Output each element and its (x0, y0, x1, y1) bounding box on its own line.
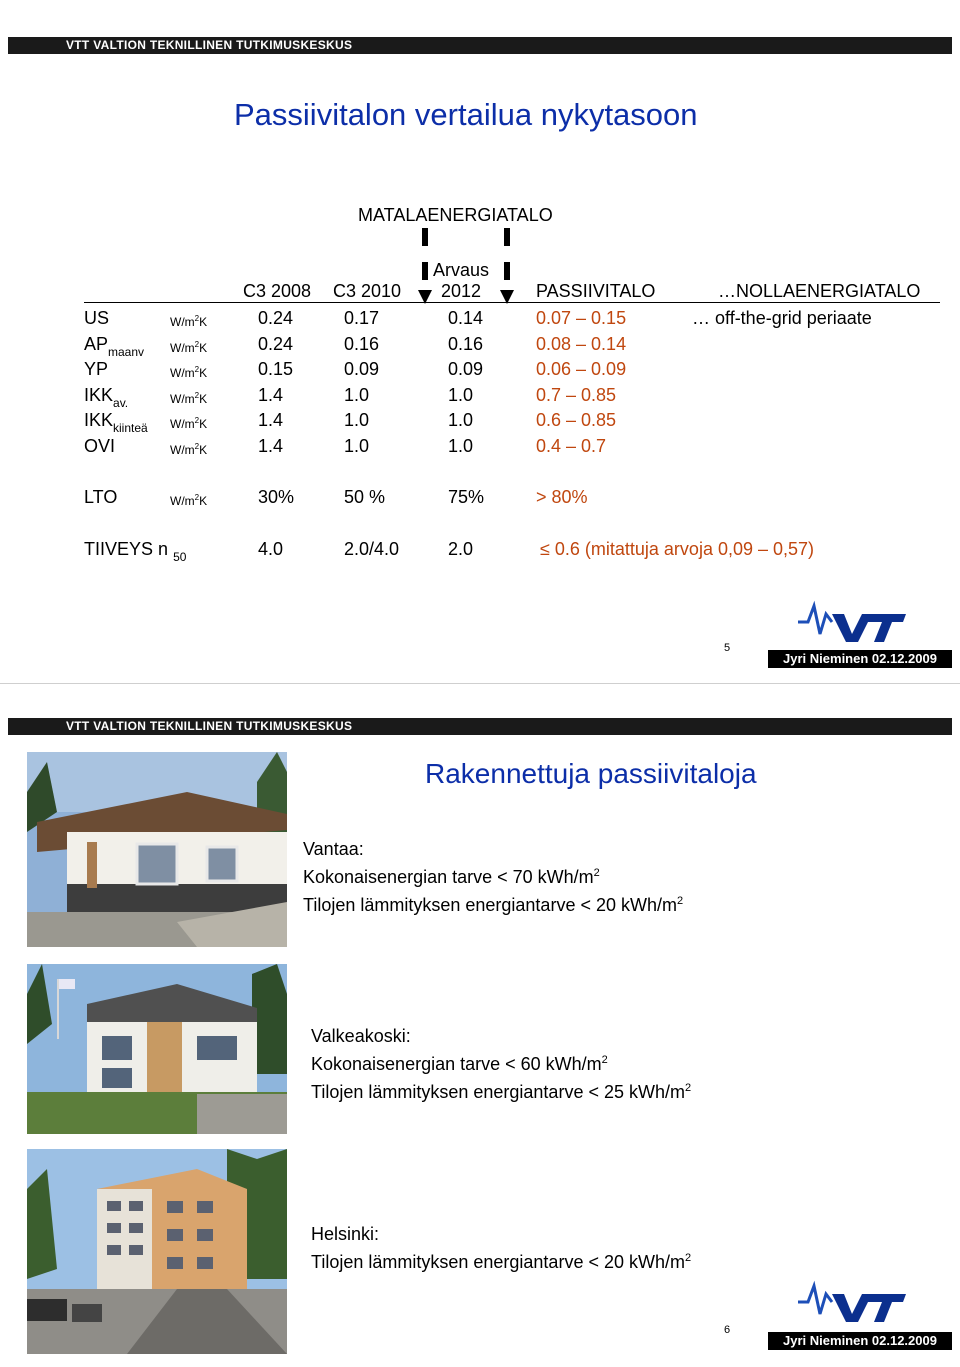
row-c3-2010: 1.0 (344, 410, 370, 430)
lto-unit: $W/m^2K$ (170, 493, 208, 508)
footer-author-date: Jyri Nieminen 02.12.2009 (768, 1332, 952, 1350)
slide-6 (0, 690, 960, 1367)
row-c3-2010: 0.17 (344, 308, 380, 328)
page-title: Rakennettuja passiivitaloja (425, 758, 757, 789)
vtt-logo-icon (796, 600, 908, 644)
row-label: OVI (84, 436, 116, 456)
row-passiivitalo: 0.07 – 0.15 (536, 308, 627, 328)
row-c3-2008: 1.4 (258, 385, 284, 405)
row-c3-2010: 0.09 (344, 359, 380, 379)
info-line: Tilojen lämmityksen energiantarve < 20 kWh/$m^2$ (303, 895, 684, 915)
row-c3-2008: 0.15 (258, 359, 294, 379)
col-passiivitalo: PASSIIVITALO (536, 281, 656, 301)
lto-c2: 50 % (344, 487, 386, 507)
row-passiivitalo: 0.7 – 0.85 (536, 385, 617, 405)
row-unit: $W/m^2K$ (170, 314, 208, 329)
info-line: Helsinki: (311, 1224, 380, 1244)
footer-author-date: Jyri Nieminen 02.12.2009 (768, 650, 952, 668)
lto-label: LTO (84, 487, 118, 507)
row-label: $AP_{maanv}$ (84, 334, 145, 359)
photo-helsinki (27, 1149, 287, 1354)
info-line: Kokonaisenergian tarve < 60 kWh/$m^2$ (311, 1054, 608, 1074)
info-line: Vantaa: (303, 839, 364, 859)
row-arvaus-2012: 1.0 (448, 385, 474, 405)
row-arvaus-2012: 1.0 (448, 436, 474, 456)
group-label: MATALAENERGIATALO (358, 205, 553, 225)
photo-vantaa (27, 752, 287, 947)
row-passiivitalo: 0.4 – 0.7 (536, 436, 607, 456)
row-label: $IKK_{av.}$ (84, 385, 129, 410)
photo-valkeakoski (27, 964, 287, 1134)
header-bar (8, 37, 952, 54)
lto-c3: 75% (448, 487, 485, 507)
vtt-logo-icon (796, 1280, 908, 1324)
page-number: 5 (724, 642, 731, 654)
bracket-right-bottom (504, 262, 510, 280)
row-c3-2008: 0.24 (258, 334, 294, 354)
tiiveys-c2: 2.0/4.0 (344, 539, 400, 559)
row-c3-2008: 1.4 (258, 436, 284, 456)
page-number: 6 (724, 1324, 731, 1336)
lto-c1: 30% (258, 487, 295, 507)
header-bar (8, 718, 952, 735)
row-c3-2008: 0.24 (258, 308, 294, 328)
bracket-left-bottom (422, 262, 428, 280)
row-passiivitalo: 0.06 – 0.09 (536, 359, 627, 379)
row-arvaus-2012: 0.09 (448, 359, 484, 379)
info-line: Tilojen lämmityksen energiantarve < 20 kWh/$m^2$ (311, 1252, 692, 1272)
page-title: Passiivitalon vertailua nykytasoon (234, 97, 698, 132)
header-text: VTT VALTION TEKNILLINEN TUTKIMUSKESKUS (66, 719, 353, 733)
row-label: US (84, 308, 110, 328)
tiiveys-c3: 2.0 (448, 539, 474, 559)
lto-pass: > 80% (536, 487, 588, 507)
row-note: … off-the-grid periaate (692, 308, 872, 328)
row-c3-2010: 1.0 (344, 436, 370, 456)
col-c3-2010: C3 2010 (333, 281, 402, 301)
row-label: $IKK_{kiinteä}$ (84, 410, 148, 435)
col-nollaenergiatalo: …NOLLAENERGIATALO (718, 281, 921, 301)
col-arvaus: Arvaus (433, 260, 490, 280)
tiiveys-pass: ≤ 0.6 (mitattuja arvoja 0,09 – 0,57) (540, 539, 815, 559)
info-block-vantaa (303, 837, 683, 917)
header-text: VTT VALTION TEKNILLINEN TUTKIMUSKESKUS (66, 38, 353, 52)
row-c3-2010: 1.0 (344, 385, 370, 405)
row-arvaus-2012: 1.0 (448, 410, 474, 430)
row-passiivitalo: 0.08 – 0.14 (536, 334, 627, 354)
bracket-right-top (504, 228, 510, 246)
row-arvaus-2012: 0.16 (448, 334, 484, 354)
col-c3-2008: C3 2008 (243, 281, 312, 301)
header-rule (84, 302, 940, 303)
row-unit: $W/m^2K$ (170, 365, 208, 380)
info-line: Kokonaisenergian tarve < 70 kWh/$m^2$ (303, 867, 600, 887)
slide-5 (0, 0, 960, 680)
col-arvaus-year: 2012 (441, 281, 482, 301)
row-c3-2010: 0.16 (344, 334, 380, 354)
info-line: Valkeakoski: (311, 1026, 411, 1046)
tiiveys-c1: 4.0 (258, 539, 284, 559)
bracket-left-top (422, 228, 428, 246)
row-arvaus-2012: 0.14 (448, 308, 484, 328)
row-label: YP (84, 359, 109, 379)
row-unit: $W/m^2K$ (170, 391, 208, 406)
info-line: Tilojen lämmityksen energiantarve < 25 kWh/$m^2$ (311, 1082, 692, 1102)
row-unit: $W/m^2K$ (170, 340, 208, 355)
row-passiivitalo: 0.6 – 0.85 (536, 410, 617, 430)
info-block-helsinki (311, 1222, 691, 1274)
slide-divider (0, 683, 960, 684)
row-unit: $W/m^2K$ (170, 416, 208, 431)
tiiveys-label: TIIVEYS n $_{50}$ (84, 539, 187, 564)
info-block-valkeakoski (311, 1024, 691, 1104)
row-unit: $W/m^2K$ (170, 442, 208, 457)
row-c3-2008: 1.4 (258, 410, 284, 430)
